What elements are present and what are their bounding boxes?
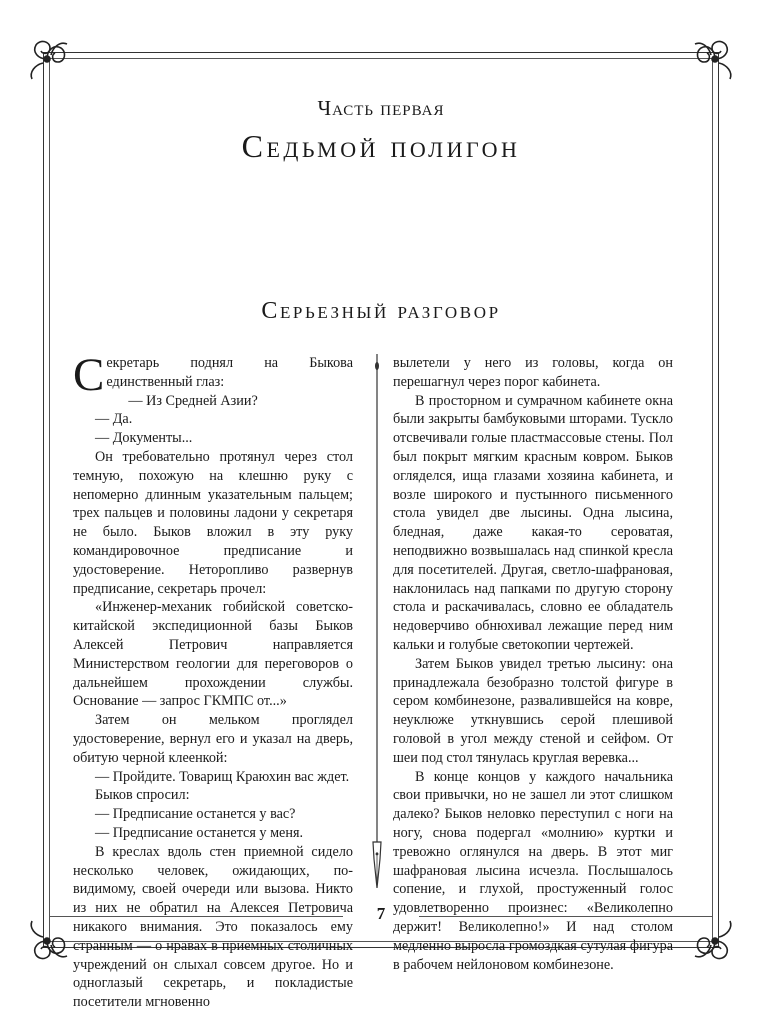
paragraph: вылетели у него из головы, когда он перешагнул через порог кабинета.: [393, 355, 673, 390]
corner-ornament-top-right: [688, 32, 742, 86]
paragraph-text: екретарь поднял на Быкова единственный глаз:: [106, 355, 353, 390]
paragraph: В просторном и сумрачном кабинете окна были закрыты бамбуковыми шторами. Тускло отсвечивали голые пластмассовые стены. Пол был покрыт мягким красным ковром. Быков огляделся, ища глазами хозяина кабинета, и возле широкого и пустынного письменного стола увидел две лысины. Одна лысина, бледная, даже какая-то сероватая, неподвижно возвышалась над спинкой кресла для посетителей. Другая, светло-шафрановая, наклонилась над папками по другую сторону стола и раскачивалась, словно ее обладатель недоверчиво обнюхивал лежащие перед ним кальки и голубые светокопии чертежей.: [393, 392, 673, 653]
part-label: [0, 96, 762, 121]
paragraph: Затем он мельком проглядел удостоверение, вернул его и указал на дверь, обитую черной клеенкой:: [73, 712, 353, 766]
corner-ornament-top-left: [20, 32, 74, 86]
footer-rule-left: [49, 916, 343, 917]
paragraph: В креслах вдоль стен приемной сидело несколько человек, ожидающих, по-видимому, своей очереди или вызова. Никто из них не обратил на Алексея Петровича никакого внимания. Это показалось ему странным — о нравах в приемных столичных учреждений он слыхал совсем другое. Но и одноглазый секретарь, и покладистые посетители мгновенно: [73, 843, 353, 1011]
chapter-title: Серьезный разговор: [261, 298, 501, 324]
paragraph: В конце концов у каждого начальника свои привычки, но не зашел ли этот слишком далеко? Быков неловко переступил с ноги на ногу, снова подергал «молнию» куртки и тревожно оглянулся на дверь. В этот миг шафрановая лысина исчезла. Послышалось сопение, и глухой, простуженный голос удовлетворенно произнес: «Великолепно держит! Великолепно!» И над столом медленно выросла громоздкая сутулая фигура в рабочем нейлоновом комбинезоне.: [393, 768, 673, 973]
paragraph: Затем Быков увидел третью лысину: она принадлежала безобразно толстой фигуре в сером комбинезоне, развалившейся на ковре, неуклюже уткнувшись серой плешивой головой в угол между стеной и сейфом. От шеи под стол тянулась круглая веревка...: [393, 655, 673, 766]
page-number: 7: [376, 904, 386, 923]
paragraph: — Да.: [95, 411, 133, 428]
text-column-right: [393, 354, 673, 974]
paragraph: Он требовательно протянул через стол темную, похожую на клешню руку с непомерно длинным указательным пальцем; трех пальцев и половины ладони у секретаря не было. Быков вложил в эту руку командировочное предписание и удостоверение. Неторопливо развернув предписание, секретарь прочел:: [73, 448, 353, 597]
paragraph: Быков спросил:: [95, 787, 190, 804]
part-label-initial: Ч: [317, 96, 333, 120]
paragraph: — Документы...: [95, 430, 193, 447]
page-footer: [0, 904, 762, 930]
paragraph: — Из Средней Азии?: [128, 392, 258, 409]
part-label-rest: асть первая: [332, 96, 445, 120]
drop-cap: С: [73, 349, 105, 401]
column-divider-pen: [370, 354, 384, 889]
paragraph: — Предписание останется у меня.: [95, 824, 304, 841]
footer-rule-right: [419, 916, 713, 917]
paragraph: — Предписание останется у вас?: [95, 806, 296, 823]
paragraph: — Пройдите. Товарищ Краюхин вас ждет.: [95, 768, 350, 785]
book-title: Седьмой полигон: [241, 128, 521, 164]
paragraph: «Инженер-механик гобийской советско-китайской экспедиционной базы Быков Алексей Петрович направляется Министерством геологии для переговоров о дальнейшем прохождении службы. Основание — запрос ГКМПС от...»: [73, 599, 353, 710]
